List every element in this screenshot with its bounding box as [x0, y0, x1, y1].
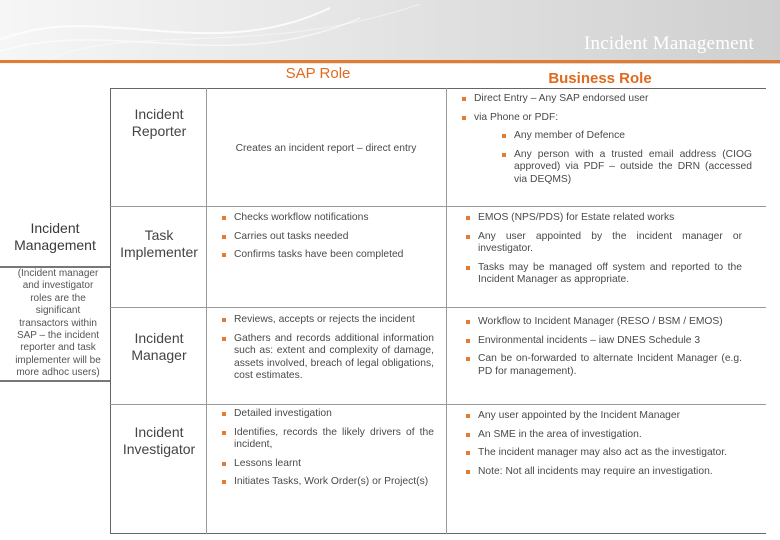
list-item: Any person with a trusted email address (CIOG approved) via PDF – outside the DRN (accessed via DEQMS): [502, 149, 752, 187]
divider-role: [206, 88, 207, 534]
list-item: Identifies, records the likely drivers of the incident,: [222, 427, 434, 452]
list-item: Any user appointed by the Incident Manager: [466, 410, 742, 423]
side-divider: [0, 380, 110, 382]
title-banner: [0, 0, 780, 64]
list-item: Lessons learnt: [222, 458, 434, 471]
list-item: Note: Not all incidents may require an investigation.: [466, 466, 742, 479]
list-item: Any member of Defence: [502, 130, 752, 143]
list-item: Any user appointed by the incident manager or investigator.: [466, 231, 742, 256]
implementer-sap-list: [222, 212, 442, 268]
role-incident-manager: Incident Manager: [131, 330, 187, 363]
role-task-implementer: Task Implementer: [120, 227, 198, 260]
business-role-header: Business Role: [548, 70, 652, 87]
manager-sap-list: [222, 314, 434, 389]
side-note: (Incident manager and investigator roles are the significant transactors within SAP – the incident reporter and task implementer will be more adhoc users): [15, 268, 101, 379]
investigator-business-list: [466, 410, 742, 484]
list-item: Gathers and records additional information such as: extent and complexity of damage, assets involved, breach of legal obligations, cost estimates.: [222, 333, 434, 383]
role-incident-reporter: Incident Reporter: [131, 106, 187, 139]
page-title: Incident Management: [584, 33, 754, 54]
list-item: Checks workflow notifications: [222, 212, 442, 225]
sap-role-header: SAP Role: [285, 65, 351, 82]
list-item: Reviews, accepts or rejects the incident: [222, 314, 434, 327]
list-item: Workflow to Incident Manager (RESO / BSM / EMOS): [466, 316, 742, 329]
list-item: Direct Entry – Any SAP endorsed user: [462, 93, 752, 106]
list-item: An SME in the area of investigation.: [466, 429, 742, 442]
list-item: Initiates Tasks, Work Order(s) or Project(s): [222, 476, 434, 489]
list-item: The incident manager may also act as the investigator.: [466, 447, 742, 460]
manager-business-list: [466, 316, 742, 384]
investigator-sap-list: [222, 408, 434, 495]
row-divider: [110, 307, 766, 308]
list-item: Can be on-forwarded to alternate Incident Manager (e.g. PD for management).: [466, 353, 742, 378]
list-item: Environmental incidents – iaw DNES Schedule 3: [466, 335, 742, 348]
list-item: Tasks may be managed off system and reported to the Incident Manager as appropriate.: [466, 262, 742, 287]
accent-rule: [0, 60, 780, 63]
list-item: EMOS (NPS/PDS) for Estate related works: [466, 212, 742, 225]
row-divider: [110, 206, 766, 207]
list-item: Confirms tasks have been completed: [222, 249, 442, 262]
list-item: Detailed investigation: [222, 408, 434, 421]
reporter-sap-text: Creates an incident report – direct entry: [235, 143, 417, 154]
reporter-business-list: [462, 93, 752, 193]
list-item: via Phone or PDF:: [462, 112, 752, 125]
side-title: Incident Management: [14, 220, 96, 253]
list-item: Carries out tasks needed: [222, 231, 442, 244]
row-divider: [110, 404, 766, 405]
divider-business: [446, 88, 447, 534]
role-incident-investigator: Incident Investigator: [122, 424, 196, 457]
implementer-business-list: [466, 212, 742, 293]
